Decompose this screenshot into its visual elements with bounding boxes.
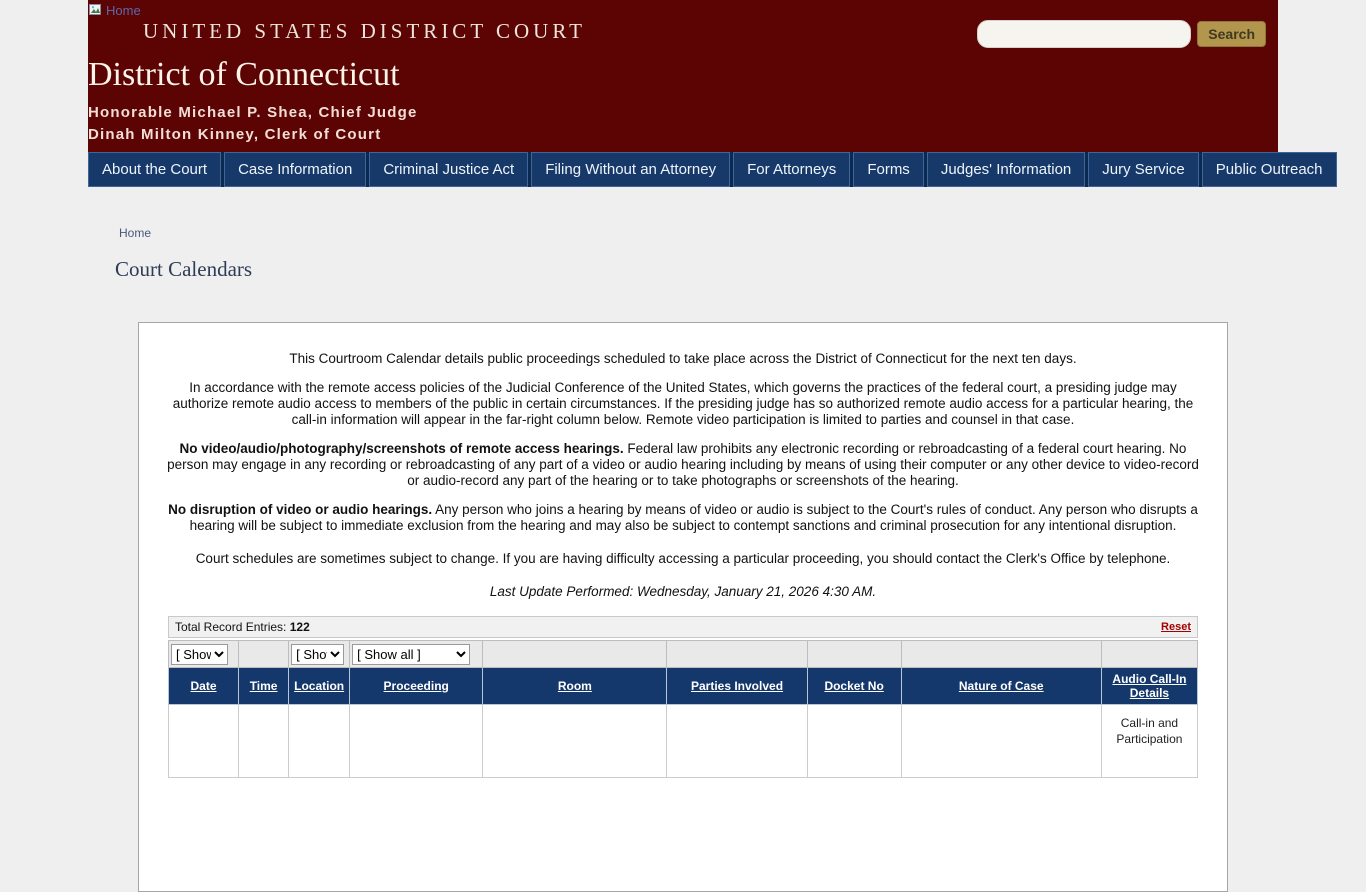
- nav-item-criminal-justice-act[interactable]: Criminal Justice Act: [369, 152, 528, 187]
- cell-docket-no: [807, 705, 901, 778]
- filter-parties-cell: [667, 641, 807, 668]
- nav-item-filing-without-attorney[interactable]: Filing Without an Attorney: [531, 152, 730, 187]
- column-sort-location[interactable]: Location: [294, 679, 345, 693]
- nav-item-for-attorneys[interactable]: For Attorneys: [733, 152, 850, 187]
- site-header: [88, 0, 1278, 152]
- court-calendar-table: [168, 616, 1198, 778]
- total-record-entries-value: 122: [289, 620, 310, 634]
- intro-paragraph-1: This Courtroom Calendar details public proceedings scheduled to take place across the District of Connecticut for the next ten days.: [289, 351, 1077, 366]
- schedule-change-notice: Court schedules are sometimes subject to change. If you are having difficulty accessing a particular proceeding, you should contact the Clerk's Office by telephone.: [195, 551, 1171, 566]
- cell-nature-of-case: [901, 705, 1101, 778]
- column-sort-room[interactable]: Room: [557, 679, 592, 693]
- cell-proceeding: [350, 705, 483, 778]
- court-name: UNITED STATES DISTRICT COURT: [143, 19, 586, 43]
- nav-item-public-outreach[interactable]: Public Outreach: [1202, 152, 1337, 187]
- no-recording-notice-text: Federal law prohibits any electronic recording or rebroadcasting of a federal court hearing. No person may engage in any recording or rebroadcasting of any part of a video or audio hearing including by means of using their computer or any other device to video-record or audio-record any part of the hearing or to take photographs or screenshots of the hearing.: [167, 441, 1199, 488]
- filter-location-select[interactable]: [291, 644, 344, 665]
- chief-judge-line: Honorable Michael P. Shea, Chief Judge: [88, 104, 418, 121]
- table-header-row: [169, 668, 1198, 705]
- cell-date: [169, 705, 239, 778]
- filter-room-cell: [483, 641, 667, 668]
- breadcrumb: [88, 187, 1278, 240]
- column-sort-proceeding[interactable]: Proceeding: [383, 679, 449, 693]
- column-sort-audio-call-in-details[interactable]: Audio Call-In Details: [1112, 672, 1187, 700]
- main-navigation: [88, 152, 1323, 187]
- total-record-entries: [175, 620, 310, 634]
- column-sort-parties-involved[interactable]: Parties Involved: [690, 679, 784, 693]
- last-update-line: Last Update Performed: Wednesday, January 21, 2026 4:30 AM.: [489, 584, 877, 599]
- broken-image-icon: [89, 4, 104, 17]
- reset-link[interactable]: Reset: [1161, 621, 1191, 633]
- cell-room: [483, 705, 667, 778]
- no-disruption-notice-bold: No disruption of video or audio hearings.: [168, 502, 433, 517]
- column-sort-date[interactable]: Date: [190, 679, 217, 693]
- filter-proceeding-select[interactable]: [352, 644, 470, 665]
- no-recording-notice-bold: No video/audio/photography/screenshots of remote access hearings.: [179, 441, 624, 456]
- home-link[interactable]: [89, 3, 141, 18]
- calendar-content-box: [138, 322, 1228, 892]
- search-input[interactable]: [977, 20, 1191, 48]
- total-record-entries-label: Total Record Entries:: [175, 620, 287, 634]
- nav-item-jury-service[interactable]: Jury Service: [1088, 152, 1199, 187]
- filter-nature-cell: [901, 641, 1101, 668]
- cell-location: [289, 705, 350, 778]
- page-title: Court Calendars: [115, 257, 253, 281]
- cell-parties-involved: [667, 705, 807, 778]
- cell-time: [239, 705, 289, 778]
- filter-audio-cell: [1101, 641, 1197, 668]
- intro-paragraph-4: [161, 502, 1205, 534]
- search-area: [977, 20, 1266, 48]
- clerk-of-court-line: Dinah Milton Kinney, Clerk of Court: [88, 126, 382, 143]
- nav-item-case-information[interactable]: Case Information: [224, 152, 366, 187]
- table-info-bar: [168, 616, 1198, 638]
- filter-docket-cell: [807, 641, 901, 668]
- district-name: District of Connecticut: [88, 56, 400, 93]
- column-sort-docket-no[interactable]: Docket No: [824, 679, 884, 693]
- no-disruption-notice-text: Any person who joins a hearing by means of video or audio is subject to the Court's rules of conduct. Any person who disrupts a hearing will be subject to immediate exclusion from the hearing and may also be subject to contempt sanctions and criminal prosecution for any intentional disruption.: [189, 502, 1198, 533]
- column-sort-time[interactable]: Time: [249, 679, 278, 693]
- filter-row: [169, 641, 1198, 668]
- intro-paragraph-3: [161, 441, 1205, 489]
- column-sort-nature-of-case[interactable]: Nature of Case: [958, 679, 1044, 693]
- search-button[interactable]: Search: [1197, 21, 1266, 47]
- filter-date-select[interactable]: [171, 644, 228, 665]
- filter-time-cell: [239, 641, 289, 668]
- nav-item-about-the-court[interactable]: About the Court: [88, 152, 221, 187]
- cell-audio-call-in-details: Call-in and Participation: [1101, 705, 1197, 778]
- table-row: [169, 705, 1198, 778]
- breadcrumb-home-link[interactable]: Home: [119, 226, 152, 240]
- nav-item-forms[interactable]: Forms: [853, 152, 924, 187]
- home-link-label: Home: [106, 3, 141, 18]
- nav-item-judges-information[interactable]: Judges' Information: [927, 152, 1085, 187]
- intro-paragraph-2: In accordance with the remote access policies of the Judicial Conference of the United States, which governs the practices of the federal court, a presiding judge may authorize remote audio access to members of the public in certain circumstances. If the presiding judge has so authorized remote audio access for a particular hearing, the call-in information will appear in the far-right column below. Remote video participation is limited to parties and counsel in that case.: [172, 380, 1194, 427]
